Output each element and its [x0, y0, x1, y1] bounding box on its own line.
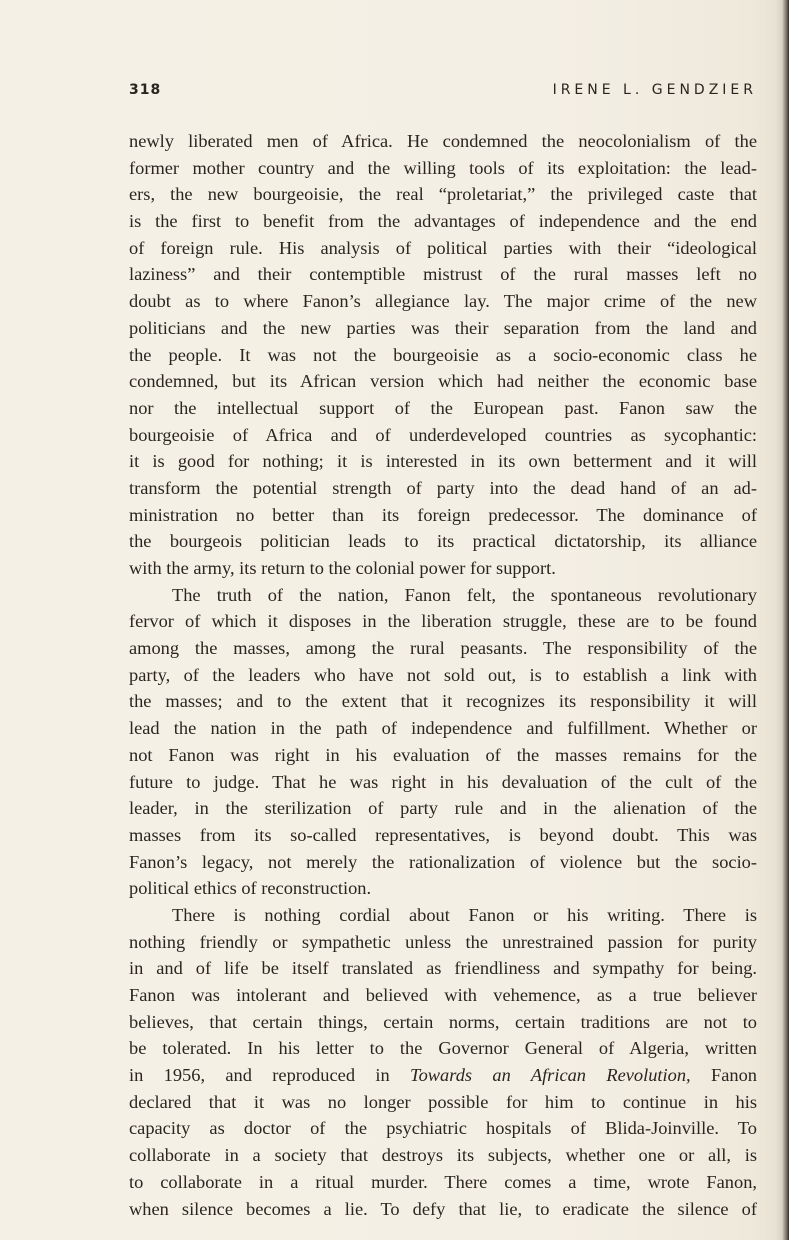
text-line: it is good for nothing; it is interested in its own betterment and it will — [129, 451, 757, 472]
running-head: IRENE L. GENDZIER — [552, 82, 757, 98]
page-edge-shadow — [775, 0, 789, 1240]
text-line: party, of the leaders who have not sold out, is to establish a link with — [129, 664, 757, 685]
paragraph-first-line: The truth of the nation, Fanon felt, the spontaneous revolutionary — [172, 584, 757, 605]
text-line: the masses; and to the extent that it recognizes its responsibility it will — [129, 691, 757, 712]
text-line: to collaborate in a ritual murder. There comes a time, wrote Fanon, — [129, 1171, 757, 1192]
body-text — [129, 128, 757, 1222]
text-line: newly liberated men of Africa. He condemned the neocolonialism of the — [129, 131, 757, 151]
text-line: nor the intellectual support of the European past. Fanon saw the — [129, 397, 757, 418]
text-line: Fanon was intolerant and believed with vehemence, as a true believer — [129, 985, 757, 1005]
text-line: masses from its so-called representatives, is beyond doubt. This was — [129, 824, 757, 845]
text-line: among the masses, among the rural peasants. The responsibility of the — [129, 638, 757, 659]
text-line: collaborate in a society that destroys its subjects, whether one or all, is — [129, 1145, 757, 1166]
text-line: ministration no better than its foreign predecessor. The dominance of — [129, 504, 757, 525]
text-line: the bourgeois politician leads to its practical dictatorship, its alliance — [129, 531, 757, 552]
page-number: 318 — [129, 82, 162, 98]
text-line-with-title — [129, 1062, 757, 1089]
text-line: transform the potential strength of party into the dead hand of an ad- — [129, 477, 757, 498]
text-line: future to judge. That he was right in his devaluation of the cult of the — [129, 771, 757, 792]
text-line: with the army, its return to the colonial power for support. — [129, 558, 556, 578]
text-segment: in 1956, and reproduced in — [129, 1065, 390, 1086]
book-title: Towards an African Revolution, — [410, 1065, 691, 1086]
text-line: doubt as to where Fanon’s allegiance lay. The major crime of the new — [129, 291, 757, 312]
text-line: lead the nation in the path of independence and fulfillment. Whether or — [129, 718, 757, 739]
text-line: political ethics of reconstruction. — [129, 878, 372, 899]
text-line: condemned, but its African version which had neither the economic base — [129, 371, 757, 392]
text-line: nothing friendly or sympathetic unless the unrestrained passion for purity — [129, 931, 757, 952]
text-line: former mother country and the willing tools of its exploitation: the lead- — [129, 157, 757, 178]
text-line: not Fanon was right in his evaluation of the masses remains for the — [129, 744, 757, 765]
text-line: leader, in the sterilization of party rule and in the alienation of the — [129, 798, 757, 819]
text-line: laziness” and their contemptible mistrust of the rural masses left no — [129, 264, 757, 285]
text-line: declared that it was no longer possible for him to continue in his — [129, 1091, 757, 1112]
text-line: Fanon’s legacy, not merely the rationalization of violence but the socio- — [129, 851, 757, 872]
page-header — [129, 82, 757, 106]
paragraph-first-line: There is nothing cordial about Fanon or his writing. There is — [172, 904, 757, 925]
text-line: be tolerated. In his letter to the Governor General of Algeria, written — [129, 1038, 757, 1059]
text-line: capacity as doctor of the psychiatric hospitals of Blida-Joinville. To — [129, 1118, 757, 1139]
text-line: fervor of which it disposes in the liberation struggle, these are to be found — [129, 611, 757, 632]
text-line: ers, the new bourgeoisie, the real “proletariat,” the privileged caste that — [129, 184, 757, 205]
text-line: when silence becomes a lie. To defy that lie, to eradicate the silence of — [129, 1198, 757, 1219]
text-line: believes, that certain things, certain norms, certain traditions are not to — [129, 1011, 757, 1032]
text-line: is the first to benefit from the advantages of independence and the end — [129, 211, 757, 232]
text-line: politicians and the new parties was their separation from the land and — [129, 317, 757, 338]
text-line: bourgeoisie of Africa and of underdeveloped countries as sycophantic: — [129, 424, 757, 445]
text-segment: Fanon — [711, 1065, 757, 1086]
text-line: the people. It was not the bourgeoisie as a socio-economic class he — [129, 344, 757, 365]
text-line: of foreign rule. His analysis of political parties with their “ideological — [129, 237, 757, 258]
text-line: in and of life be itself translated as friendliness and sympathy for being. — [129, 958, 757, 979]
